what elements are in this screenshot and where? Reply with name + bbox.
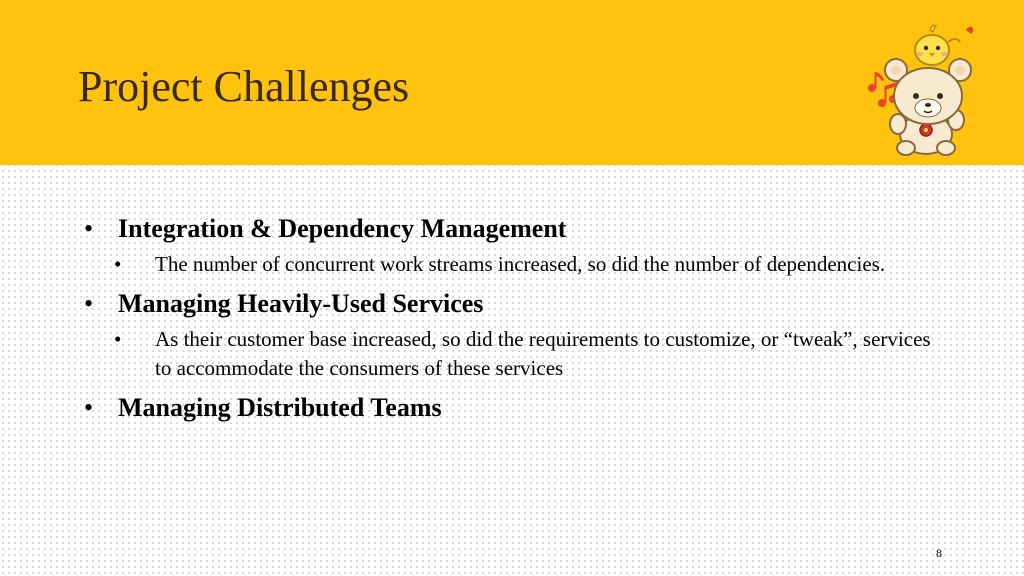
bullet-heading: Managing Distributed Teams (118, 393, 442, 422)
sub-list-item (114, 325, 945, 383)
sub-bullet-text: The number of concurrent work streams increased, so did the number of dependencies. (155, 252, 886, 276)
bullet-heading: Integration & Dependency Management (118, 214, 567, 243)
bullet-marker: • (84, 393, 94, 422)
list-item (78, 389, 958, 427)
title-bar (0, 0, 1024, 165)
list-item (78, 285, 958, 383)
bullet-list (78, 210, 958, 427)
bear-and-chick-mascot-icon (862, 12, 982, 160)
sub-bullet-marker: • (114, 252, 122, 276)
sub-bullet-marker: • (114, 327, 122, 351)
bullet-heading: Managing Heavily-Used Services (118, 289, 484, 318)
bullet-marker: • (84, 289, 94, 318)
sub-list-item (114, 250, 945, 279)
sub-bullet-text: As their customer base increased, so did the requirements to customize, or “tweak”, services to accommodate the consumers of these services (155, 327, 931, 380)
slide-title: Project Challenges (78, 62, 410, 111)
list-item (78, 210, 958, 279)
bullet-marker: • (84, 214, 94, 243)
page-number: 8 (936, 546, 942, 560)
